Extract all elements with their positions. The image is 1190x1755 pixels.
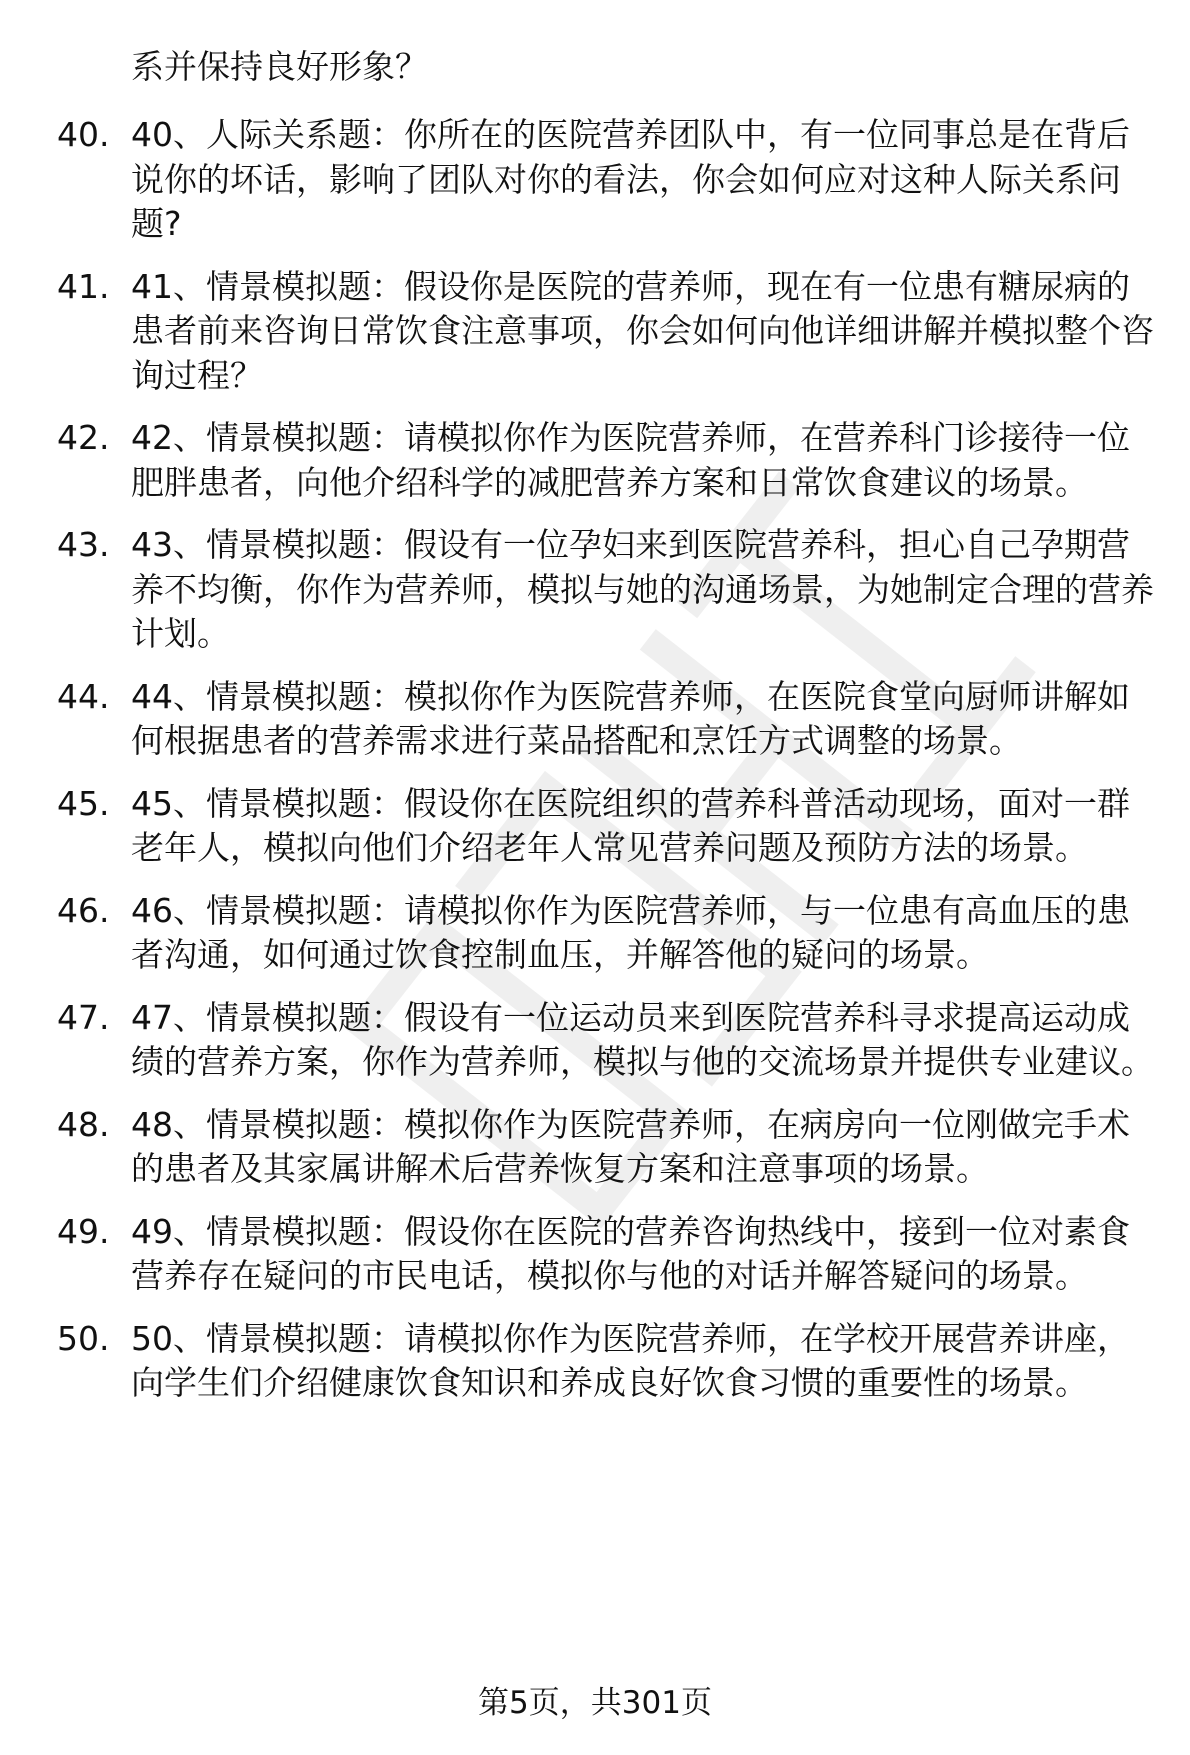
list-item bbox=[0, 1103, 1190, 1192]
question-number: 46. bbox=[57, 890, 110, 930]
question-number: 47. bbox=[57, 997, 110, 1037]
list-item bbox=[0, 1210, 1190, 1299]
list-item bbox=[0, 1317, 1190, 1406]
continuation-text: 系并保持良好形象？ bbox=[131, 47, 428, 86]
question-number: 49. bbox=[57, 1211, 110, 1251]
question-text: 49、情景模拟题：假设你在医院的营养咨询热线中，接到一位对素食营养存在疑问的市民电话，模拟你与他的对话并解答疑问的场景。 bbox=[131, 1211, 1130, 1295]
page-footer: 第5页，共301页 bbox=[478, 1685, 712, 1721]
list-item bbox=[0, 265, 1190, 399]
question-number: 48. bbox=[57, 1104, 110, 1144]
list-item bbox=[0, 996, 1190, 1085]
question-number: 42. bbox=[57, 418, 110, 457]
question-text: 47、情景模拟题：假设有一位运动员来到医院营养科寻求提高运动成绩的营养方案，你作为营养师，模拟与他的交流场景并提供专业建议。 bbox=[131, 997, 1154, 1081]
list-item bbox=[0, 889, 1190, 978]
list-item bbox=[0, 113, 1190, 247]
question-text: 40、人际关系题：你所在的医院营养团队中，有一位同事总是在背后说你的坏话，影响了团队对你的看法，你会如何应对这种人际关系问题? bbox=[131, 115, 1130, 243]
list-item bbox=[0, 782, 1190, 871]
question-number: 41. bbox=[57, 266, 110, 306]
question-text: 46、情景模拟题：请模拟你作为医院营养师，与一位患有高血压的患者沟通，如何通过饮食控制血压，并解答他的疑问的场景。 bbox=[131, 890, 1130, 974]
question-number: 43. bbox=[57, 525, 110, 564]
list-item bbox=[0, 523, 1190, 657]
question-text: 41、情景模拟题：假设你是医院的营养师，现在有一位患有糖尿病的患者前来咨询日常饮食注意事项，你会如何向他详细讲解并模拟整个咨询过程？ bbox=[131, 266, 1154, 395]
question-number: 44. bbox=[57, 676, 110, 716]
question-number: 40. bbox=[57, 115, 110, 154]
list-item bbox=[0, 675, 1190, 764]
question-number: 50. bbox=[57, 1318, 110, 1358]
question-text: 50、情景模拟题：请模拟你作为医院营养师，在学校开展营养讲座，向学生们介绍健康饮食知识和养成良好饮食习惯的重要性的场景。 bbox=[131, 1318, 1130, 1402]
question-text: 44、情景模拟题：模拟你作为医院营养师，在医院食堂向厨师讲解如何根据患者的营养需求进行菜品搭配和烹饪方式调整的场景。 bbox=[131, 676, 1130, 760]
question-text: 43、情景模拟题：假设有一位孕妇来到医院营养科，担心自己孕期营养不均衡，你作为营养师，模拟与她的沟通场景，为她制定合理的营养计划。 bbox=[131, 525, 1154, 653]
question-number: 45. bbox=[57, 783, 110, 823]
question-list bbox=[0, 113, 1190, 1424]
question-text: 48、情景模拟题：模拟你作为医院营养师，在病房向一位刚做完手术的患者及其家属讲解术后营养恢复方案和注意事项的场景。 bbox=[131, 1104, 1130, 1188]
list-item bbox=[0, 416, 1190, 505]
question-text: 45、情景模拟题：假设你在医院组织的营养科普活动现场，面对一群老年人，模拟向他们介绍老年人常见营养问题及预防方法的场景。 bbox=[131, 783, 1130, 867]
question-text: 42、情景模拟题：请模拟你作为医院营养师，在营养科门诊接待一位肥胖患者，向他介绍科学的减肥营养方案和日常饮食建议的场景。 bbox=[131, 418, 1130, 502]
